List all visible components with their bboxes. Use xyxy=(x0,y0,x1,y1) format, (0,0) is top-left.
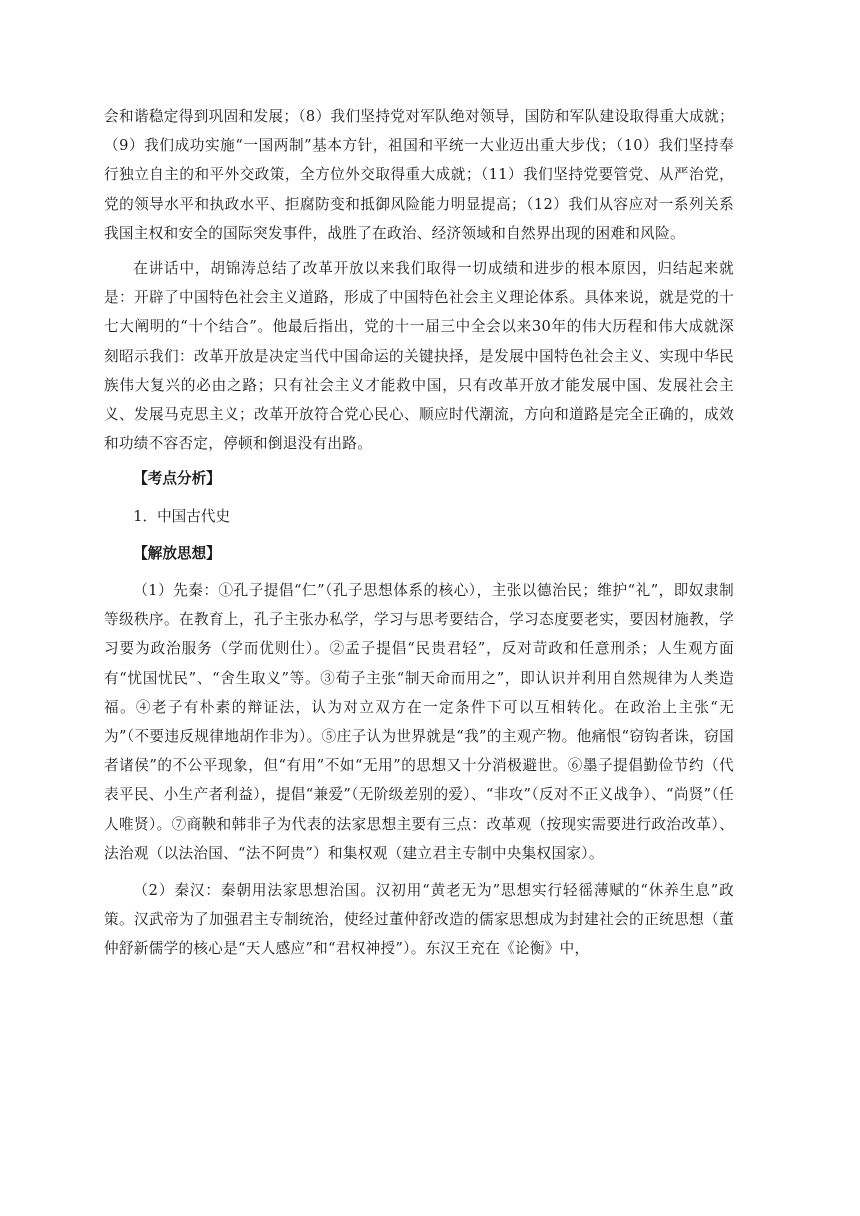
paragraph-qin-han: （2）秦汉：秦朝用法家思想治国。汉初用“黄老无为”思想实行轻徭薄赋的“休养生息”政策。汉武帝为了加强君主专制统治，使经过董仲舒改造的儒家思想成为封建社会的正统思想（董仲舒新儒学的核心是“天人感应”和“君权神授”）。东汉王充在《论衡》中， xyxy=(104,882,734,958)
paragraph-speech-summary: 在讲话中，胡锦涛总结了改革开放以来我们取得一切成绩和进步的根本原因，归结起来就是：开辟了中国特色社会主义道路，形成了中国特色社会主义理论体系。具体来说，就是党的十七大阐明的“十个结合”。他最后指出，党的十一届三中全会以来30年的伟大历程和伟大成就深刻昭示我们：改革开放是决定当代中国命运的关键抉择，是发展中国特色社会主义、实现中华民族伟大复兴的必由之路；只有社会主义才能救中国，只有改革开放才能发展中国、发展社会主义、发展马克思主义；改革开放符合党心民心、顺应时代潮流，方向和道路是完全正确的，成效和功绩不容否定，停顿和倒退没有出路。 xyxy=(104,260,734,453)
section-title-ancient-history: 1．中国古代史 xyxy=(133,507,231,525)
heading-exam-analysis: 【考点分析】 xyxy=(133,470,221,488)
paragraph-achievements-continued: 会和谐稳定得到巩固和发展；（8）我们坚持党对军队绝对领导，国防和军队建设取得重大成就；（9）我们成功实施“一国两制”基本方针，祖国和平统一大业迈出重大步伐；（10）我们坚持奉行独立自主的和平外交政策，全方位外交取得重大成就；（11）我们坚持党要管党、从严治党，党的领导水平和执政水平、拒腐防变和抵御风险能力明显提高；（12）我们从容应对一系列关系我国主权和安全的国际突发事件，战胜了在政治、经济领域和自然界出现的困难和风险。 xyxy=(104,108,734,242)
paragraph-pre-qin: （1）先秦：①孔子提倡“仁”（孔子思想体系的核心），主张以德治民；维护“礼”，即奴隶制等级秩序。在教育上，孔子主张办私学，学习与思考要结合，学习态度要老实，要因材施教，学习要为政治服务（学而优则仕）。②孟子提倡“民贵君轻”，反对苛政和任意刑杀；人生观方面有“忧国忧民”、“舍生取义”等。③荀子主张“制天命而用之”，即认识并利用自然规律为人类造福。④老子有朴素的辩证法，认为对立双方在一定条件下可以互相转化。在政治上主张“无为”（不要违反规律地胡作非为）。⑤庄子认为世界就是“我”的主观产物。他痛恨“窃钩者诛，窃国者诸侯”的不公平现象，但“有用”不如“无用”的思想又十分消极避世。⑥墨子提倡勤俭节约（代表平民、小生产者利益），提倡“兼爱”（无阶级差别的爱）、“非攻”（反对不正义战争）、“尚贤”（任人唯贤）。⑦商鞅和韩非子为代表的法家思想主要有三点：改革观（按现实需要进行政治改革）、法治观（以法治国、“法不阿贵”）和集权观（建立君主专制中央集权国家）。 xyxy=(104,582,734,862)
heading-emancipate-mind: 【解放思想】 xyxy=(133,544,221,562)
document-page xyxy=(104,102,734,964)
